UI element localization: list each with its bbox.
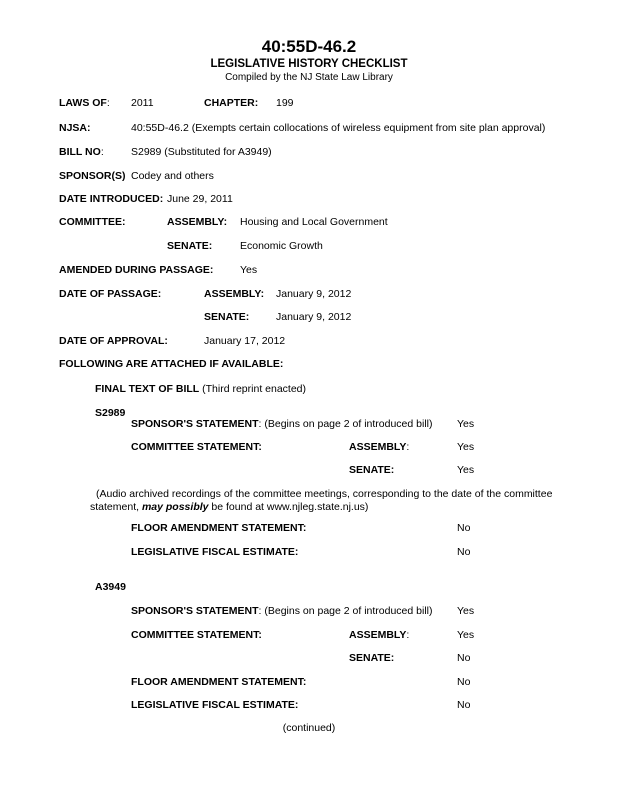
passage-assembly-value: January 9, 2012 xyxy=(276,288,352,300)
committee-label: COMMITTEE: xyxy=(59,216,126,228)
njsa-label: NJSA: xyxy=(59,122,91,134)
s2989-committee-senate-label: SENATE: xyxy=(349,464,395,476)
s2989-fiscal-estimate-label: LEGISLATIVE FISCAL ESTIMATE: xyxy=(131,546,299,558)
sponsors-label: SPONSOR(S) xyxy=(59,170,126,182)
s2989-committee-statement-label: COMMITTEE STATEMENT: xyxy=(131,441,262,453)
passage-assembly-label: ASSEMBLY: xyxy=(204,288,265,300)
s2989-committee-senate-value: Yes xyxy=(457,464,475,476)
date-of-approval-value: January 17, 2012 xyxy=(204,335,286,347)
a3949-committee-senate-label: SENATE: xyxy=(349,652,395,664)
s2989-sponsor-statement-value: Yes xyxy=(457,418,475,430)
committee-assembly-label: ASSEMBLY: xyxy=(167,216,228,228)
compiled-by: Compiled by the NJ State Law Library xyxy=(225,72,393,83)
committee-assembly-value: Housing and Local Government xyxy=(240,216,388,228)
s2989-floor-amendment-label: FLOOR AMENDMENT STATEMENT: xyxy=(131,522,307,534)
a3949-fiscal-estimate-label: LEGISLATIVE FISCAL ESTIMATE: xyxy=(131,699,299,711)
bill-no-label: BILL NO: xyxy=(59,146,104,158)
a3949-sponsor-statement: SPONSOR'S STATEMENT: (Begins on page 2 of introduced bill) xyxy=(131,605,433,617)
committee-senate-label: SENATE: xyxy=(167,240,213,252)
sponsors-value: Codey and others xyxy=(131,170,214,182)
date-of-approval-label: DATE OF APPROVAL: xyxy=(59,335,168,347)
s2989-floor-amendment-value: No xyxy=(457,522,471,534)
date-introduced-label: DATE INTRODUCED: xyxy=(59,193,164,205)
audio-archive-note: (Audio archived recordings of the committee meetings, corresponding to the date of the committee statement, may possibly be found at www.njleg.state.nj.us) xyxy=(90,488,553,513)
a3949-floor-amendment-value: No xyxy=(457,676,471,688)
s2989-heading: S2989 xyxy=(95,407,126,419)
date-introduced-value: June 29, 2011 xyxy=(167,193,233,205)
a3949-fiscal-estimate-value: No xyxy=(457,699,471,711)
passage-senate-label: SENATE: xyxy=(204,311,250,323)
amended-label: AMENDED DURING PASSAGE: xyxy=(59,264,214,276)
a3949-committee-senate-value: No xyxy=(457,652,471,664)
a3949-committee-statement-label: COMMITTEE STATEMENT: xyxy=(131,629,262,641)
s2989-fiscal-estimate-value: No xyxy=(457,546,471,558)
amended-value: Yes xyxy=(240,264,258,276)
committee-senate-value: Economic Growth xyxy=(240,240,323,252)
s2989-committee-assembly-value: Yes xyxy=(457,441,475,453)
bill-no-value: S2989 (Substituted for A3949) xyxy=(131,146,272,158)
attached-heading: FOLLOWING ARE ATTACHED IF AVAILABLE: xyxy=(59,358,284,370)
a3949-heading: A3949 xyxy=(95,581,126,593)
laws-of-value: 2011 xyxy=(131,97,154,109)
s2989-committee-assembly-label: ASSEMBLY: xyxy=(349,441,410,453)
a3949-sponsor-statement-value: Yes xyxy=(457,605,475,617)
laws-of-label: LAWS OF: xyxy=(59,97,110,109)
chapter-value: 199 xyxy=(276,97,294,109)
passage-senate-value: January 9, 2012 xyxy=(276,311,352,323)
njsa-value: 40:55D-46.2 (Exempts certain collocations of wireless equipment from site plan approval) xyxy=(131,122,546,134)
date-of-passage-label: DATE OF PASSAGE: xyxy=(59,288,162,300)
chapter-label: CHAPTER: xyxy=(204,97,259,109)
document-title: 40:55D-46.2 xyxy=(261,37,357,56)
final-text-of-bill: FINAL TEXT OF BILL (Third reprint enacted) xyxy=(95,383,307,395)
a3949-committee-assembly-label: ASSEMBLY: xyxy=(349,629,410,641)
continued-note: (continued) xyxy=(282,722,336,734)
s2989-sponsor-statement: SPONSOR'S STATEMENT: (Begins on page 2 of introduced bill) xyxy=(131,418,433,430)
document-subtitle: LEGISLATIVE HISTORY CHECKLIST xyxy=(210,58,408,70)
a3949-committee-assembly-value: Yes xyxy=(457,629,475,641)
a3949-floor-amendment-label: FLOOR AMENDMENT STATEMENT: xyxy=(131,676,307,688)
